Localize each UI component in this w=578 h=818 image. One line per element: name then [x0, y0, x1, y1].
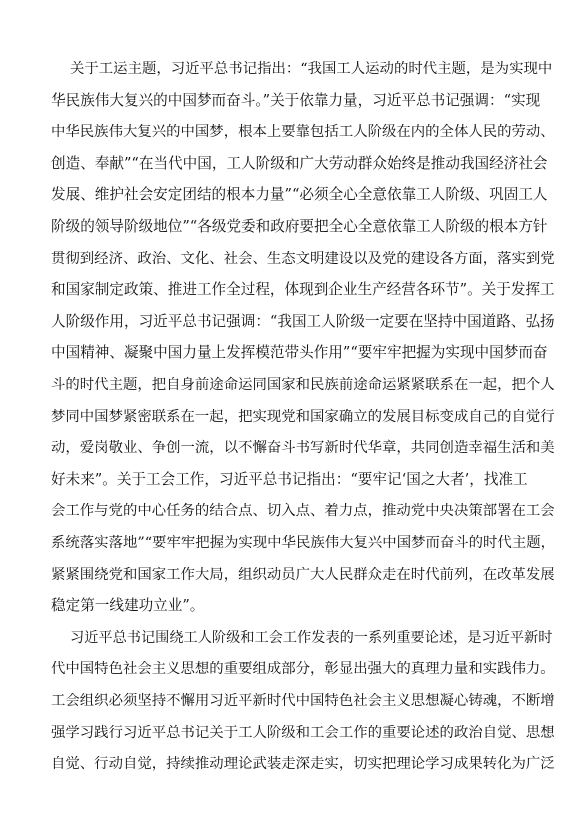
text-line: 代中国特色社会主义思想的重要组成部分，彰显出强大的真理力量和实践伟力。 [51, 661, 555, 677]
text-line: 稳定第一线建功立业”。 [51, 597, 205, 614]
text-line: 系统落实落地”“要牢牢把握为实现中华民族伟大复兴中国梦而奋斗的时代主题， [51, 535, 555, 551]
text-line: 习近平总书记围绕工人阶级和工会工作发表的一系列重要论述，是习近平新时 [70, 630, 553, 646]
text-line: 创造、奉献”“在当代中国，工人阶级和广大劳动群众始终是推动我国经济社会 [51, 155, 548, 172]
text-line: 中国精神、凝聚中国力量上发挥模范带头作用”“要牢牢把握为实现中国梦而奋 [51, 344, 548, 361]
text-line: 华民族伟大复兴的中国梦而奋斗。”关于依靠力量，习近平总书记强调：“实现 [51, 92, 541, 109]
text-line: 自觉、行动自觉，持续推动理论武装走深走实，切实把理论学习成果转化为广泛 [51, 756, 555, 772]
text-line: 和国家制定政策、推进工作全过程，体现到企业生产经营各环节”。关于发挥工 [51, 281, 555, 298]
text-line: 关于工运主题，习近平总书记指出：“我国工人运动的时代主题，是为实现中 [70, 61, 553, 77]
text-line: 好未来”。关于工会工作，习近平总书记指出：“要牢记‘国之大者’，找准工 [51, 471, 528, 488]
text-line: 贯彻到经济、政治、文化、社会、生态文明建设以及党的建设各方面，落实到党 [51, 251, 555, 267]
text-line: 人阶级作用，习近平总书记强调：“我国工人阶级一定要在坚持中国道路、弘扬 [51, 313, 555, 330]
text-line: 中华民族伟大复兴的中国梦，根本上要靠包括工人阶级在内的全体人民的劳动、 [51, 124, 555, 140]
text-line: 斗的时代主题，把自身前途命运同国家和民族前途命运紧紧联系在一起，把个人 [51, 377, 555, 393]
text-line: 工会组织必须坚持不懈用习近平新时代中国特色社会主义思想凝心铸魂，不断增 [51, 693, 555, 709]
text-line: 强学习践行习近平总书记关于工人阶级和工会工作的重要论述的政治自觉、思想 [51, 725, 555, 741]
text-line: 会工作与党的中心任务的结合点、切入点、着力点，推动党中央决策部署在工会 [51, 503, 555, 519]
text-line: 阶级的领导阶级地位”“各级党委和政府要把全心全意依靠工人阶级的根本方针 [51, 218, 548, 235]
text-line: 发展、维护社会安定团结的根本力量”“必须全心全意依靠工人阶级、巩固工人 [51, 186, 548, 203]
text-line: 梦同中国梦紧密联系在一起，把实现党和国家确立的发展目标变成自己的自觉行 [51, 409, 555, 425]
text-line: 紧紧围绕党和国家工作大局，组织动员广大人民群众走在时代前列，在改革发展 [51, 567, 555, 583]
text-line: 动，爱岗敬业、争创一流，以不懈奋斗书写新时代华章，共同创造幸福生活和美 [51, 440, 555, 456]
